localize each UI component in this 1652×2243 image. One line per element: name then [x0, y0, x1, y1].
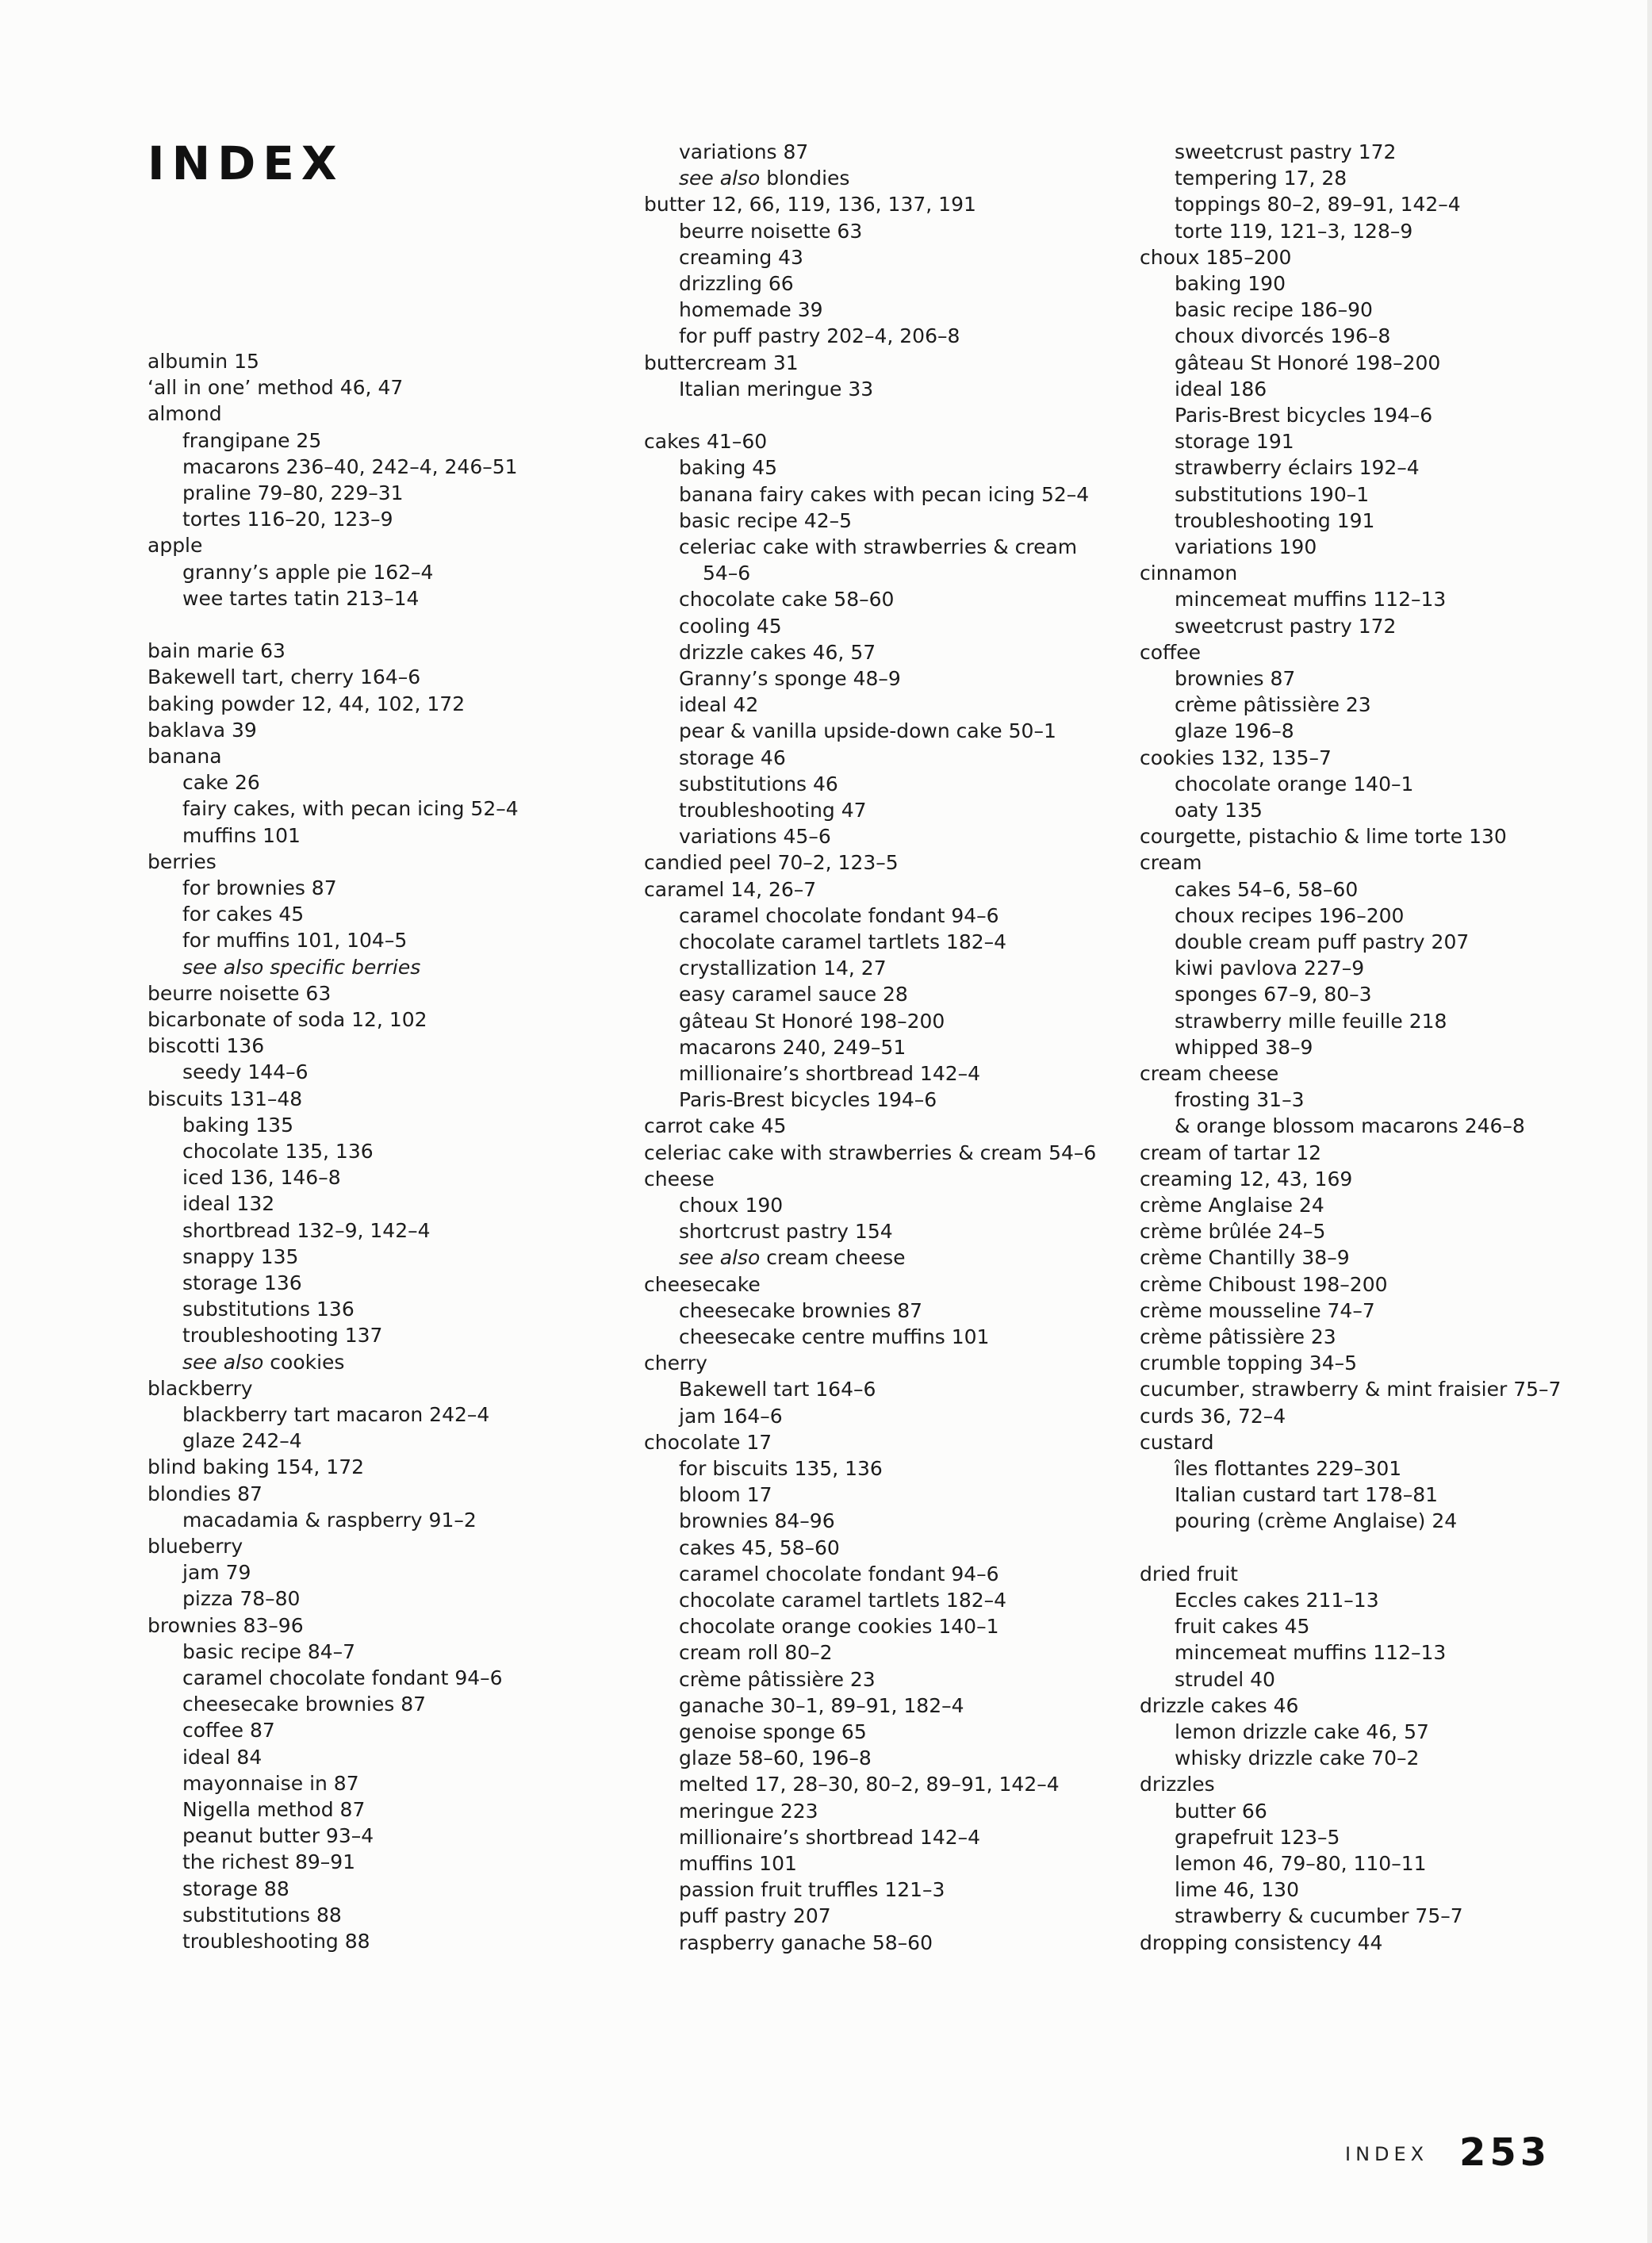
index-subentry: snappy 135: [182, 1244, 299, 1268]
index-subentry: Eccles cakes 211–13: [1175, 1589, 1379, 1612]
index-subentry: see also blondies: [679, 167, 850, 190]
index-entry: blondies 87: [148, 1482, 263, 1505]
index-entry: buttercream 31: [644, 351, 799, 374]
index-subentry: jam 79: [182, 1561, 251, 1585]
index-subentry: chocolate orange cookies 140–1: [679, 1615, 999, 1639]
index-subentry: basic recipe 42–5: [679, 508, 853, 532]
index-subentry: for puff pastry 202–4, 206–8: [679, 324, 960, 348]
index-subentry: macadamia & raspberry 91–2: [182, 1508, 477, 1532]
index-entry: crème Anglaise 24: [1140, 1194, 1324, 1217]
index-entry: banana: [148, 745, 222, 768]
index-entry: crème Chantilly 38–9: [1140, 1246, 1350, 1270]
index-subentry: shortcrust pastry 154: [679, 1220, 893, 1244]
index-subentry: fairy cakes, with pecan icing 52–4: [182, 797, 519, 821]
index-entry: brownies 83–96: [148, 1613, 304, 1637]
index-entry: coffee: [1140, 640, 1202, 664]
index-subentry: oaty 135: [1175, 799, 1263, 822]
index-entry: carrot cake 45: [644, 1114, 787, 1138]
index-subentry: troubleshooting 88: [182, 1930, 370, 1953]
index-subentry: Paris-Brest bicycles 194–6: [1175, 404, 1433, 427]
index-subentry: wee tartes tatin 213–14: [182, 586, 420, 610]
index-subentry: iced 136, 146–8: [182, 1166, 341, 1190]
index-subentry: sweetcrust pastry 172: [1175, 614, 1397, 638]
index-entry: cream cheese: [1140, 1062, 1279, 1085]
index-entry: cream: [1140, 851, 1202, 875]
index-subentry: butter 66: [1175, 1799, 1267, 1823]
index-subentry: Bakewell tart 164–6: [679, 1378, 876, 1401]
index-entry: drizzles: [1140, 1773, 1215, 1796]
index-subentry: storage 88: [182, 1877, 289, 1900]
index-entry: almond: [148, 402, 222, 426]
index-subentry: Granny’s sponge 48–9: [679, 667, 901, 690]
index-subentry: caramel chocolate fondant 94–6: [679, 903, 999, 927]
index-subentry: bloom 17: [679, 1483, 772, 1507]
index-subentry: for brownies 87: [182, 876, 337, 899]
index-entry: blueberry: [148, 1535, 243, 1558]
index-entry: dried fruit: [1140, 1562, 1238, 1585]
index-entry: baklava 39: [148, 718, 257, 742]
index-entry: crème brûlée 24–5: [1140, 1220, 1326, 1244]
index-subentry: kiwi pavlova 227–9: [1175, 957, 1365, 980]
index-subentry: the richest 89–91: [182, 1850, 356, 1874]
index-subentry: choux recipes 196–200: [1175, 903, 1405, 927]
index-subentry: crème pâtissière 23: [679, 1667, 876, 1691]
index-entry: cakes 41–60: [644, 430, 768, 454]
index-subentry: creaming 43: [679, 245, 803, 269]
index-subentry: torte 119, 121–3, 128–9: [1175, 219, 1413, 243]
index-entry: butter 12, 66, 119, 136, 137, 191: [644, 193, 976, 217]
index-subentry: sponges 67–9, 80–3: [1175, 983, 1372, 1006]
index-subentry: variations 45–6: [679, 825, 831, 849]
index-entry: chocolate 17: [644, 1430, 772, 1454]
index-subentry: ideal 84: [182, 1745, 263, 1769]
index-entry: courgette, pistachio & lime torte 130: [1140, 825, 1507, 849]
index-subentry: seedy 144–6: [182, 1060, 309, 1084]
index-subentry: see also cookies: [182, 1350, 345, 1374]
index-subentry: for cakes 45: [182, 903, 305, 926]
index-subentry: glaze 58–60, 196–8: [679, 1746, 872, 1770]
index-entry: dropping consistency 44: [1140, 1931, 1383, 1954]
index-subentry: toppings 80–2, 89–91, 142–4: [1175, 193, 1461, 217]
index-entry: cheesecake: [644, 1272, 761, 1296]
index-subentry: cheesecake brownies 87: [679, 1298, 923, 1322]
index-subentry: crystallization 14, 27: [679, 957, 887, 980]
index-subentry: caramel chocolate fondant 94–6: [679, 1562, 999, 1585]
index-subentry: Italian custard tart 178–81: [1175, 1483, 1439, 1507]
index-subentry: caramel chocolate fondant 94–6: [182, 1666, 503, 1689]
index-subentry: Nigella method 87: [182, 1798, 366, 1821]
index-subentry: lemon drizzle cake 46, 57: [1175, 1720, 1429, 1743]
index-subentry: banana fairy cakes with pecan icing 52–4: [679, 482, 1090, 506]
index-subentry: beurre noisette 63: [679, 219, 863, 243]
index-subentry: frangipane 25: [182, 428, 322, 452]
index-subentry: cake 26: [182, 771, 260, 795]
index-entry: custard: [1140, 1430, 1214, 1454]
index-subentry: 54–6: [703, 562, 751, 585]
index-entry: crème mousseline 74–7: [1140, 1298, 1375, 1322]
index-subentry: mayonnaise in 87: [182, 1771, 359, 1795]
index-subentry: granny’s apple pie 162–4: [182, 560, 434, 584]
index-subentry: baking 45: [679, 456, 778, 480]
index-subentry: substitutions 46: [679, 772, 838, 796]
index-subentry: Italian meringue 33: [679, 377, 874, 401]
index-entry: beurre noisette 63: [148, 981, 332, 1005]
index-subentry: drizzle cakes 46, 57: [679, 640, 876, 664]
index-subentry: strawberry éclairs 192–4: [1175, 456, 1420, 480]
index-subentry: cheesecake centre muffins 101: [679, 1325, 990, 1348]
index-subentry: chocolate cake 58–60: [679, 588, 895, 612]
index-entry: apple: [148, 534, 203, 558]
index-entry: cherry: [644, 1352, 707, 1375]
index-subentry: substitutions 136: [182, 1298, 355, 1321]
index-subentry: for muffins 101, 104–5: [182, 929, 408, 953]
index-entry: blind baking 154, 172: [148, 1455, 365, 1479]
index-subentry: meringue 223: [679, 1799, 818, 1823]
index-subentry: frosting 31–3: [1175, 1088, 1305, 1112]
index-subentry: homemade 39: [679, 298, 823, 322]
index-entry: berries: [148, 849, 217, 873]
index-entry: baking powder 12, 44, 102, 172: [148, 692, 466, 715]
index-entry: cucumber, strawberry & mint fraisier 75–7: [1140, 1378, 1562, 1401]
index-subentry: easy caramel sauce 28: [679, 983, 908, 1006]
index-subentry: lemon 46, 79–80, 110–11: [1175, 1852, 1427, 1875]
index-entry: Bakewell tart, cherry 164–6: [148, 665, 421, 689]
index-subentry: muffins 101: [679, 1852, 797, 1875]
index-subentry: whipped 38–9: [1175, 1035, 1313, 1059]
index-subentry: choux 190: [679, 1194, 784, 1217]
index-subentry: crème pâtissière 23: [1175, 693, 1371, 717]
index-subentry: see also cream cheese: [679, 1246, 906, 1270]
index-subentry: drizzling 66: [679, 272, 794, 295]
index-subentry: tempering 17, 28: [1175, 167, 1347, 190]
index-entry: ‘all in one’ method 46, 47: [148, 376, 404, 400]
index-subentry: ganache 30–1, 89–91, 182–4: [679, 1693, 964, 1717]
index-subentry: cakes 54–6, 58–60: [1175, 877, 1359, 901]
index-entry: cream of tartar 12: [1140, 1141, 1322, 1164]
index-entry: cinnamon: [1140, 562, 1238, 585]
index-entry: bicarbonate of soda 12, 102: [148, 1008, 427, 1031]
index-subentry: brownies 84–96: [679, 1509, 835, 1533]
index-entry: crème Chiboust 198–200: [1140, 1272, 1388, 1296]
index-subentry: storage 191: [1175, 430, 1294, 454]
index-subentry: strawberry & cucumber 75–7: [1175, 1904, 1463, 1928]
index-entry: crumble topping 34–5: [1140, 1352, 1358, 1375]
index-subentry: praline 79–80, 229–31: [182, 481, 404, 504]
index-entry: crème pâtissière 23: [1140, 1325, 1336, 1348]
index-subentry: lime 46, 130: [1175, 1878, 1299, 1902]
index-subentry: cream roll 80–2: [679, 1641, 833, 1665]
index-subentry: passion fruit truffles 121–3: [679, 1878, 945, 1902]
index-subentry: melted 17, 28–30, 80–2, 89–91, 142–4: [679, 1773, 1060, 1796]
index-subentry: îles flottantes 229–301: [1175, 1457, 1402, 1480]
index-subentry: troubleshooting 191: [1175, 508, 1375, 532]
index-subentry: mincemeat muffins 112–13: [1175, 1641, 1447, 1665]
index-subentry: macarons 240, 249–51: [679, 1035, 906, 1059]
index-subentry: chocolate caramel tartlets 182–4: [679, 930, 1007, 953]
index-entry: creaming 12, 43, 169: [1140, 1167, 1353, 1191]
index-subentry: for biscuits 135, 136: [679, 1457, 883, 1480]
index-subentry: ideal 42: [679, 693, 759, 717]
index-subentry: troubleshooting 137: [182, 1324, 383, 1348]
index-subentry: muffins 101: [182, 823, 301, 847]
index-subentry: pear & vanilla upside-down cake 50–1: [679, 719, 1056, 743]
index-subentry: & orange blossom macarons 246–8: [1175, 1114, 1525, 1138]
index-subentry: storage 136: [182, 1271, 302, 1294]
index-subentry: brownies 87: [1175, 667, 1296, 690]
index-entry: albumin 15: [148, 350, 259, 373]
index-entry: curds 36, 72–4: [1140, 1404, 1286, 1428]
index-subentry: cooling 45: [679, 614, 782, 638]
index-entry: cookies 132, 135–7: [1140, 746, 1332, 769]
running-footer-label: INDEX: [1345, 2143, 1429, 2165]
index-subentry: blackberry tart macaron 242–4: [182, 1403, 490, 1426]
index-subentry: basic recipe 186–90: [1175, 298, 1373, 322]
index-subentry: millionaire’s shortbread 142–4: [679, 1062, 981, 1085]
index-entry: biscotti 136: [148, 1034, 265, 1058]
index-subentry: glaze 242–4: [182, 1429, 302, 1453]
index-subentry: basic recipe 84–7: [182, 1639, 356, 1663]
index-subentry: ideal 132: [182, 1192, 275, 1216]
index-subentry: celeriac cake with strawberries & cream: [679, 535, 1078, 558]
index-subentry: pizza 78–80: [182, 1587, 301, 1611]
index-subentry: pouring (crème Anglaise) 24: [1175, 1509, 1458, 1533]
index-subentry: peanut butter 93–4: [182, 1824, 374, 1848]
index-subentry: genoise sponge 65: [679, 1720, 867, 1743]
index-subentry: puff pastry 207: [679, 1904, 831, 1928]
index-subentry: tortes 116–20, 123–9: [182, 508, 393, 531]
index-subentry: grapefruit 123–5: [1175, 1825, 1340, 1849]
index-subentry: jam 164–6: [679, 1404, 783, 1428]
index-subentry: fruit cakes 45: [1175, 1615, 1310, 1639]
index-subentry: cakes 45, 58–60: [679, 1536, 840, 1559]
index-subentry: shortbread 132–9, 142–4: [182, 1218, 431, 1242]
index-subentry: see also specific berries: [182, 955, 421, 979]
index-subentry: strawberry mille feuille 218: [1175, 1009, 1447, 1033]
index-subentry: double cream puff pastry 207: [1175, 930, 1470, 953]
index-subentry: variations 190: [1175, 535, 1317, 558]
index-entry: celeriac cake with strawberries & cream 54–6: [644, 1141, 1097, 1164]
index-subentry: storage 46: [679, 746, 786, 769]
index-subentry: raspberry ganache 58–60: [679, 1931, 933, 1954]
index-subentry: sweetcrust pastry 172: [1175, 140, 1397, 163]
index-entry: cheese: [644, 1167, 715, 1191]
index-entry: caramel 14, 26–7: [644, 877, 817, 901]
index-entry: biscuits 131–48: [148, 1087, 303, 1110]
page-edge: [1647, 0, 1652, 2243]
index-subentry: strudel 40: [1175, 1667, 1275, 1691]
index-subentry: coffee 87: [182, 1719, 275, 1743]
index-subentry: whisky drizzle cake 70–2: [1175, 1746, 1420, 1770]
index-subentry: substitutions 190–1: [1175, 482, 1370, 506]
page-title: INDEX: [148, 136, 344, 190]
index-entry: bain marie 63: [148, 639, 286, 663]
index-subentry: macarons 236–40, 242–4, 246–51: [182, 454, 518, 478]
index-entry: blackberry: [148, 1376, 253, 1400]
index-subentry: gâteau St Honoré 198–200: [1175, 351, 1441, 374]
index-subentry: variations 87: [679, 140, 809, 163]
index-subentry: substitutions 88: [182, 1903, 342, 1927]
index-subentry: cheesecake brownies 87: [182, 1693, 427, 1716]
index-subentry: choux divorcés 196–8: [1175, 324, 1391, 348]
index-subentry: Paris-Brest bicycles 194–6: [679, 1088, 937, 1112]
index-subentry: chocolate orange 140–1: [1175, 772, 1414, 796]
index-subentry: chocolate 135, 136: [182, 1140, 374, 1163]
page-number: 253: [1459, 2130, 1551, 2175]
index-subentry: gâteau St Honoré 198–200: [679, 1009, 945, 1033]
index-subentry: chocolate caramel tartlets 182–4: [679, 1589, 1007, 1612]
index-subentry: glaze 196–8: [1175, 719, 1294, 743]
index-entry: choux 185–200: [1140, 245, 1292, 269]
index-subentry: mincemeat muffins 112–13: [1175, 588, 1447, 612]
index-subentry: baking 135: [182, 1113, 293, 1137]
index-subentry: millionaire’s shortbread 142–4: [679, 1825, 981, 1849]
index-subentry: troubleshooting 47: [679, 799, 867, 822]
index-entry: drizzle cakes 46: [1140, 1693, 1299, 1717]
index-subentry: ideal 186: [1175, 377, 1267, 401]
index-subentry: baking 190: [1175, 272, 1286, 295]
index-entry: candied peel 70–2, 123–5: [644, 851, 899, 875]
